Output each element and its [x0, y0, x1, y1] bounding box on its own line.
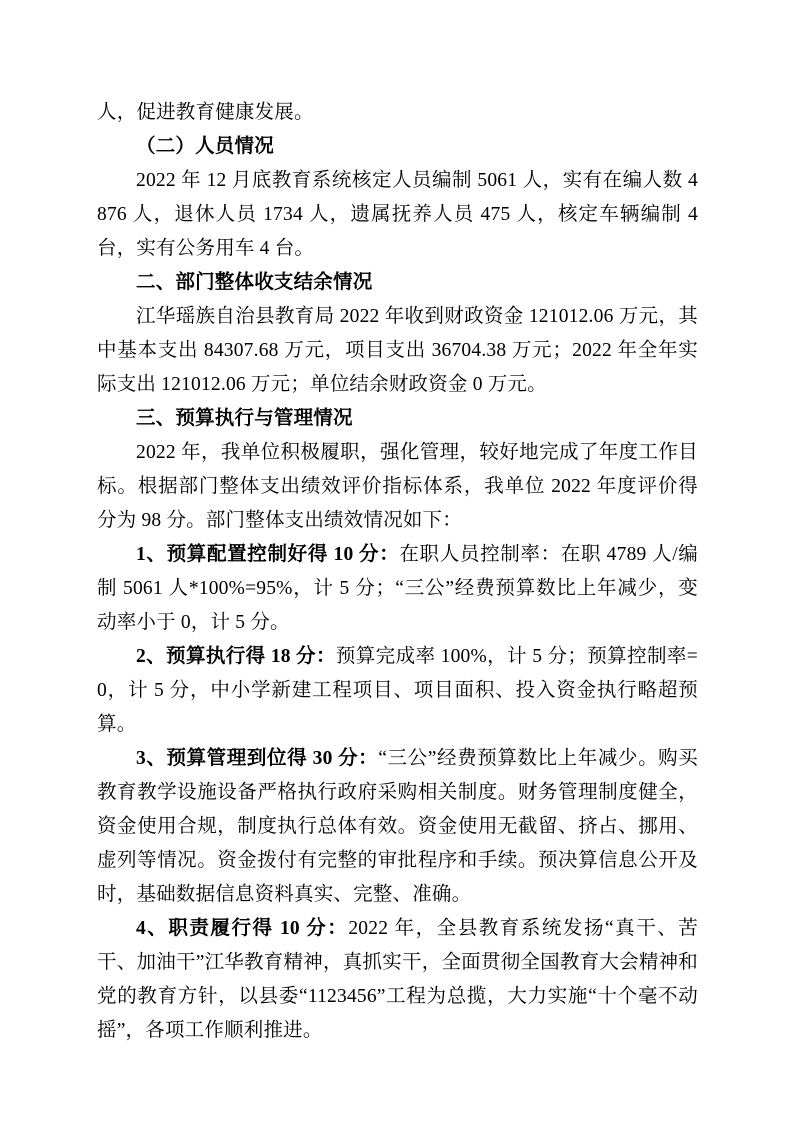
- paragraph-text: 在职人员控制率：在职 4789 人/编制 5061 人*100%=95%，计 5 分；“三公”经费预算数比上年减少，变动率小于 0，计 5 分。: [97, 544, 699, 633]
- para-personnel-situation: [97, 164, 698, 266]
- heading-section-3-budget-management: [97, 402, 698, 436]
- paragraph-bold-text: 1、预算配置控制好得 10 分：: [136, 544, 400, 565]
- para-section-2-balance: [97, 300, 698, 402]
- paragraph-text: 2022 年 12 月底教育系统核定人员编制 5061 人，实有在编人数 4876 人，退休人员 1734 人，遗属抚养人员 475 人，核定车辆编制 4 台，实有公务用车 4 台。: [97, 170, 698, 259]
- paragraph-text: 江华瑶族自治县教育局 2022 年收到财政资金 121012.06 万元，其中基本支出 84307.68 万元，项目支出 36704.38 万元；2022 年全年实际支出 121012.06 万元；单位结余财政资金 0 万元。: [97, 306, 698, 395]
- paragraph-text: 人，促进教育健康发展。: [97, 102, 314, 123]
- para-item-1-budget-allocation: [97, 538, 698, 640]
- para-section-3-intro: [97, 436, 698, 538]
- document-body: [97, 96, 698, 1048]
- para-item-3-budget-administration: [97, 742, 698, 912]
- para-continuation: [97, 96, 698, 130]
- paragraph-bold-text: （二）人员情况: [136, 136, 274, 157]
- paragraph-text: 2022 年，全县教育系统发扬“真干、苦干、加油干”江华教育精神，真抓实干，全面贯彻全国教育大会精神和党的教育方针，以县委“1123456”工程为总揽，大力实施“十个毫不动摇”，各项工作顺利推进。: [97, 918, 699, 1041]
- heading-section-2-balance: [97, 266, 698, 300]
- paragraph-bold-text: 4、职责履行得 10 分：: [136, 918, 349, 939]
- para-item-2-budget-execution: [97, 640, 698, 742]
- paragraph-text: “三公”经费预算数比上年减少。购买教育教学设施设备严格执行政府采购相关制度。财务管理制度健全，资金使用合规，制度执行总体有效。资金使用无截留、挤占、挪用、虚列等情况。资金拨付有完整的审批程序和手续。预决算信息公开及时，基础数据信息资料真实、完整、准确。: [97, 748, 698, 905]
- paragraph-bold-text: 二、部门整体收支结余情况: [136, 272, 373, 293]
- heading-personnel-situation: [97, 130, 698, 164]
- paragraph-text: 2022 年，我单位积极履职，强化管理，较好地完成了年度工作目标。根据部门整体支出绩效评价指标体系，我单位 2022 年度评价得分为 98 分。部门整体支出绩效情况如下：: [97, 442, 698, 531]
- paragraph-text: 预算完成率 100%，计 5 分；预算控制率=0，计 5 分，中小学新建工程项目、项目面积、投入资金执行略超预算。: [97, 646, 699, 735]
- para-item-4-duty-performance: [97, 912, 698, 1048]
- paragraph-bold-text: 2、预算执行得 18 分：: [136, 646, 336, 667]
- paragraph-bold-text: 3、预算管理到位得 30 分：: [136, 748, 379, 769]
- paragraph-bold-text: 三、预算执行与管理情况: [136, 408, 353, 429]
